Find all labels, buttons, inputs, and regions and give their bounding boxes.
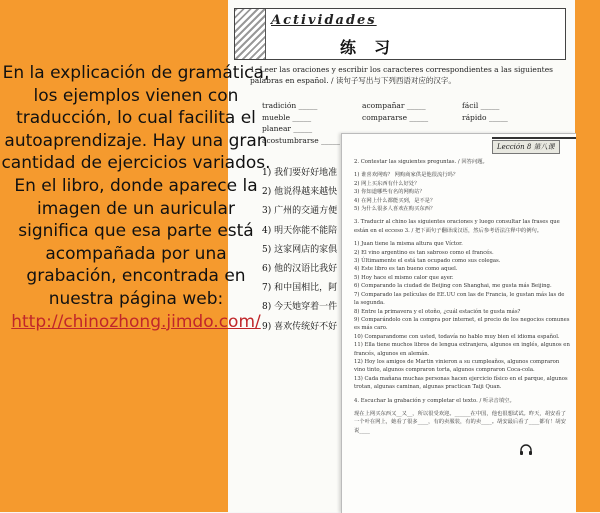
- front-page-line: 4) 在网上什么都能买到，是不是？: [354, 197, 436, 204]
- front-page-line: 2. Contestar las siguientes preguntas. / 回答问题。: [354, 159, 488, 165]
- front-page-line: 4) Este libro es tan bueno como aquel.: [354, 266, 458, 273]
- orange-background-right: [575, 0, 600, 512]
- header-title: Actividades: [271, 13, 377, 28]
- chinese-line: 6) 他的汉语比我好: [262, 264, 338, 275]
- word-item: rápido _____: [462, 112, 508, 122]
- headphone-icon: [519, 444, 533, 456]
- front-page-line: 3. Traducir al chino las siguientes oraciones y luego consultar las frases que están en el ecceso 3. / 把下面句子翻译成汉语，然后参考语法注释中的例句。: [354, 219, 560, 234]
- header-chinese: 练习: [340, 38, 409, 57]
- word-row: [262, 112, 562, 124]
- front-page-line: 12) Hoy los amigos de Martin vinieron a su cumpleaños, algunos compraron vino tinto, algunos compraron torta, algunos compraron Coca-cola.: [354, 358, 560, 374]
- word-item: compararse _____: [362, 112, 429, 122]
- front-page-body: [354, 158, 570, 435]
- front-page-line: 2) El vino argentino es tan sabroso como el francés.: [354, 249, 494, 256]
- front-page-line: 1) Juan tiene la misma altura que Víctor.: [354, 241, 463, 248]
- front-page-line: 8) Entre la primavera y el otoño, ¿cuál estación te gusta más?: [354, 308, 521, 315]
- front-page-line: 2) 网上买东西有什么好处？: [354, 180, 420, 187]
- front-page-line: 13) Cada mañana muchas personas hacen ejercicio físico en el parque, algunos trotan, algunas caminan, algunas practican Taiji Quan.: [354, 375, 568, 391]
- chinese-line: 3) 广州的交通方便: [262, 206, 338, 217]
- lesson-stripe: [492, 137, 576, 139]
- front-page-line: 4. Escuchar la grabación y completar el texto. / 听录音填空。: [354, 397, 515, 404]
- front-page-line: 9) Comparándolo con la compra por internet, el precio de los negocios comunes es más caro.: [354, 316, 570, 332]
- description-text: [0, 62, 272, 333]
- front-page-line: 5) 为什么很多人喜欢在购买东西？: [354, 206, 436, 213]
- front-page-line: 3) 你知道哪些有名的网购站？: [354, 189, 425, 196]
- exercise-1-instruction: 1. Leer las oraciones y escribir los caracteres correspondientes a las siguientes palabras en español. / 读句子写出与下列西语对应的汉字。: [250, 65, 553, 85]
- seal-icon: [235, 9, 266, 59]
- chinese-line: 5) 这家网店的家俱: [262, 244, 338, 255]
- front-page-line: 1) 谁喜欢网购？ 网购商家供是他很流行吗？: [354, 172, 459, 179]
- word-item: tradición _____: [262, 101, 318, 110]
- front-page-line: 6) Comparando la ciudad de Beijing con Shanghai, me gusta más Beijing.: [354, 283, 552, 290]
- chinese-line: 8) 今天她穿着一件: [262, 302, 338, 313]
- lesson-tag: Lección 8 第八课: [492, 140, 560, 154]
- word-item: fácil _____: [462, 101, 500, 110]
- activities-header: [234, 8, 566, 60]
- front-page-line: 3) Últimamente el está tan ocupado como sus colegas.: [354, 258, 501, 265]
- chinese-line: 9) 喜欢传统好不好: [262, 321, 338, 332]
- front-page-line: 现在上网买东西又__又__，所以很受欢迎。______在中国，他也很想试试。昨天，胡安看了一个叶在网上，她看了很多____，有的卖服装，有的卖____。胡安最后看了____都有！胡安说____: [354, 410, 566, 434]
- front-page-line: 11) Ella tiene muchos libros de lengua extranjera, algunos en inglés, algunos en francés, algunos en alemán.: [354, 342, 570, 357]
- chinese-line: 4) 明天你能不能陪: [262, 225, 338, 236]
- website-link[interactable]: http://chinozhong.jimdo.com/: [11, 311, 261, 332]
- description-paragraph: En la explicación de gramática, los ejemplos vienen con traducción, lo cual facilita el autoaprendizaje. Hay una gran cantidad de ejercicios variados. En el libro, donde aparece la imagen de un auricular significa que esa parte está acompañada por una grabación, encontrada en nuestra página web:: [1, 63, 271, 309]
- word-row: [262, 100, 562, 112]
- chinese-sentences: [262, 164, 346, 337]
- front-page-line: 5) Hoy hace el mismo calor que ayer.: [354, 274, 454, 281]
- book-page-front: [341, 133, 576, 513]
- word-item: acompañar _____: [362, 101, 426, 110]
- word-item: planear _____: [262, 124, 313, 133]
- front-page-line: 10) Comparandome con usted, todavía no hablo muy bien el idioma español.: [354, 333, 560, 340]
- chinese-line: 1) 我们要好好地准: [262, 168, 338, 178]
- word-item: acostumbrarse _____: [262, 135, 340, 145]
- front-page-line: 7) Comparado las películas de EE.UU con las de Francia, le gustan más las de la segunda.: [354, 291, 565, 307]
- word-item: mueble _____: [262, 112, 312, 122]
- chinese-line: 7) 和中国相比，阿: [262, 283, 338, 294]
- chinese-line: 2) 他说得越来越快: [262, 187, 338, 198]
